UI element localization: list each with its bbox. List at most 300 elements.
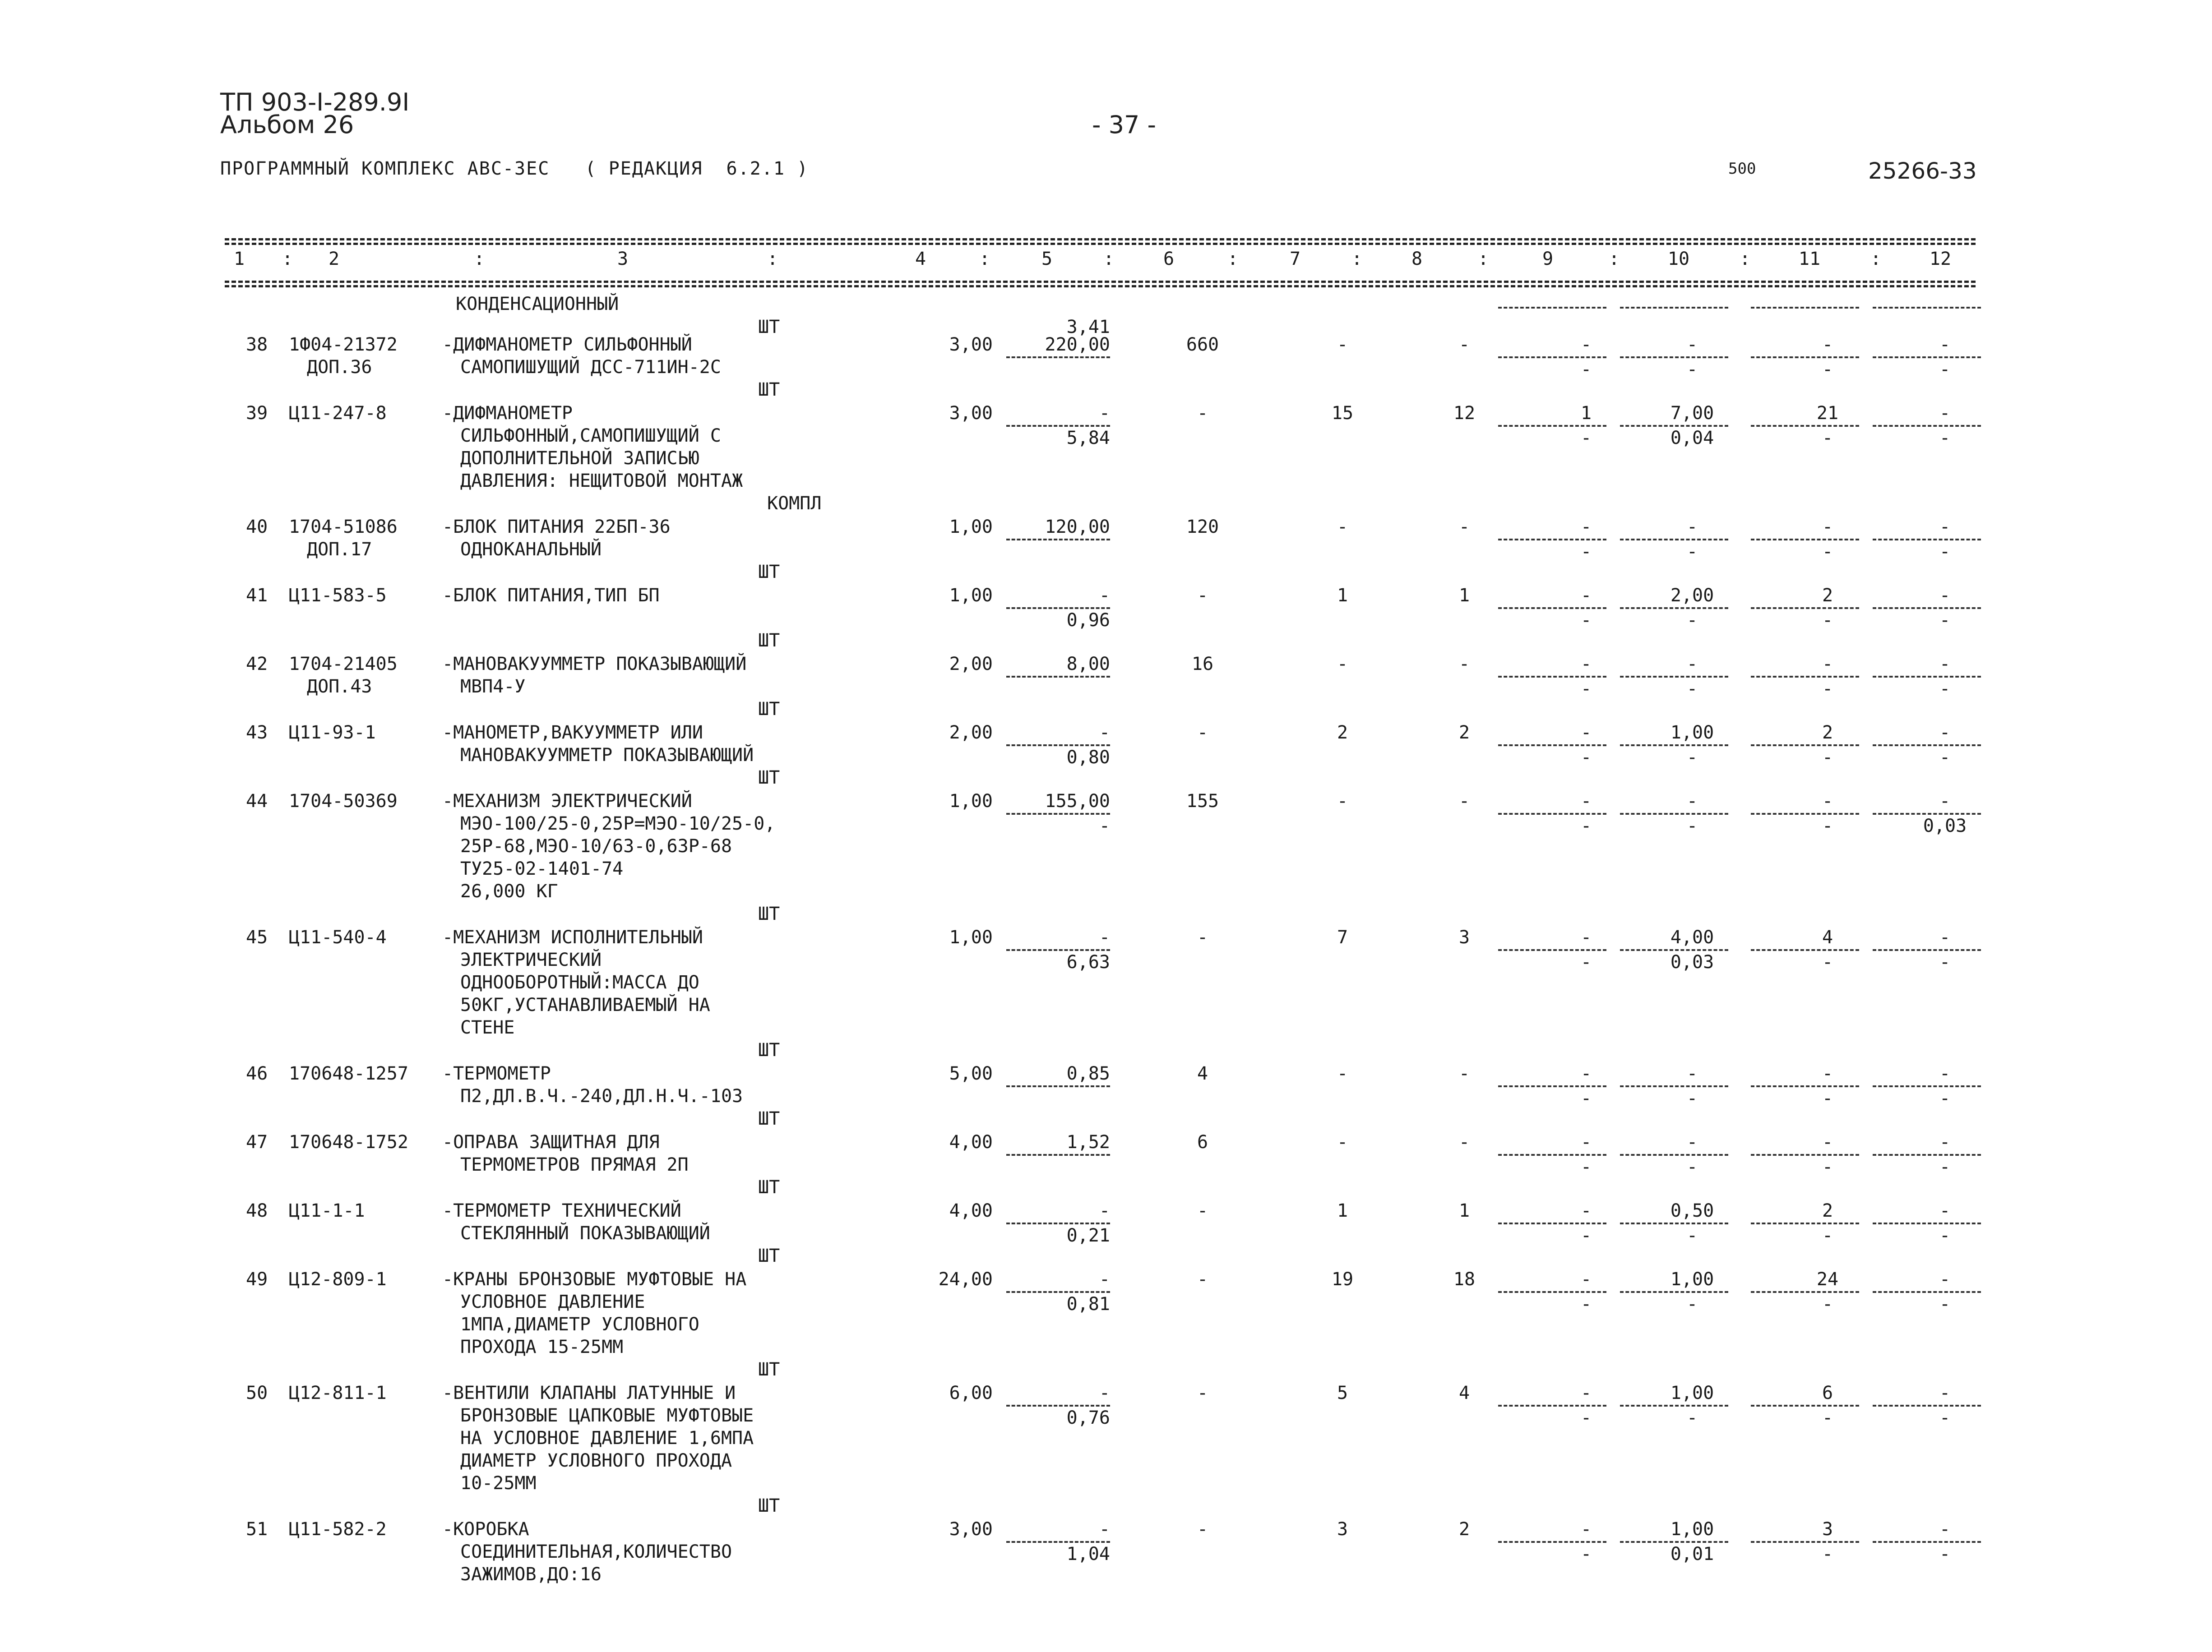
columns-9-12-rule xyxy=(1873,1541,1981,1543)
page-number: - 37 - xyxy=(1092,111,1157,139)
row-code: Ц12-809-1 xyxy=(289,1269,387,1290)
col10-sub-value: - xyxy=(1686,541,1698,562)
col12-value: - xyxy=(1939,1132,1951,1153)
col10-value: - xyxy=(1686,334,1698,355)
col12-sub-value: - xyxy=(1939,1407,1951,1428)
col12-value: - xyxy=(1939,791,1951,812)
column-separator: : xyxy=(1351,249,1363,269)
row-name-line: ТЕРМОМЕТРОВ ПРЯМАЯ 2П xyxy=(460,1154,689,1175)
col4-value: 4,00 xyxy=(949,1132,993,1153)
col5-rule xyxy=(1006,949,1110,951)
row-unit: ШТ xyxy=(758,1359,780,1380)
row-name-line: -ТЕРМОМЕТР xyxy=(442,1063,551,1084)
columns-9-12-rule xyxy=(1873,1223,1981,1224)
columns-9-12-rule xyxy=(1620,607,1728,609)
columns-9-12-rule xyxy=(1751,1154,1859,1156)
col7-value: 3 xyxy=(1337,1519,1348,1540)
col12-sub-value: - xyxy=(1939,610,1951,631)
col11-sub-value: - xyxy=(1822,1088,1833,1109)
col6-value: - xyxy=(1197,927,1208,948)
row-name-line: 25Р-68,МЭО-10/63-0,63Р-68 xyxy=(460,836,732,857)
col5-value: - xyxy=(1099,403,1110,424)
row-code-extra: ДОП.43 xyxy=(307,676,372,697)
col4-value: 3,00 xyxy=(949,403,993,424)
col11-sub-value: - xyxy=(1822,952,1833,973)
row-name-line: -МАНОМЕТР,ВАКУУММЕТР ИЛИ xyxy=(442,722,703,743)
columns-9-12-rule xyxy=(1620,676,1728,678)
col10-sub-value: - xyxy=(1686,359,1698,380)
col6-value: - xyxy=(1197,1383,1208,1403)
row-code: Ц11-582-2 xyxy=(289,1519,387,1540)
col5-value: - xyxy=(1099,722,1110,743)
row-name-line: ОДНОКАНАЛЬНЫЙ xyxy=(460,539,602,560)
row-code: 170648-1752 xyxy=(289,1132,408,1153)
col6-value: 155 xyxy=(1186,791,1219,812)
col11-value: 24 xyxy=(1816,1269,1839,1290)
col10-sub-value: - xyxy=(1686,1407,1698,1428)
col12-value: - xyxy=(1939,517,1951,537)
columns-9-12-rule xyxy=(1620,356,1728,358)
col12-value: - xyxy=(1939,722,1951,743)
columns-9-12-rule xyxy=(1751,356,1859,358)
col10-sub-value: - xyxy=(1686,1157,1698,1177)
column-header-7: 7 xyxy=(1289,249,1301,269)
col8-value: 2 xyxy=(1458,1519,1470,1540)
col9-sub-value: - xyxy=(1580,816,1592,836)
row-name-line: 26,000 КГ xyxy=(460,881,558,902)
col9-sub-value: - xyxy=(1580,428,1592,448)
row-name-line: -ТЕРМОМЕТР ТЕХНИЧЕСКИЙ xyxy=(442,1200,681,1221)
column-header-1: 1 xyxy=(233,249,245,269)
col11-sub-value: - xyxy=(1822,1544,1833,1564)
row-name-line: ДАВЛЕНИЯ: НЕЩИТОВОЙ МОНТАЖ xyxy=(460,471,743,491)
col7-value: 7 xyxy=(1337,927,1348,948)
row-name-line: -МЕХАНИЗМ ИСПОЛНИТЕЛЬНЫЙ xyxy=(442,927,703,948)
col5-sub-value: 5,84 xyxy=(1066,428,1110,448)
row-name-line: КОМПЛ xyxy=(767,493,822,514)
col11-value: 2 xyxy=(1822,585,1833,606)
column-separator: : xyxy=(1870,249,1882,269)
col6-value: - xyxy=(1197,1200,1208,1221)
col4-value: 24,00 xyxy=(938,1269,993,1290)
col7-value: 5 xyxy=(1337,1383,1348,1403)
col9-sub-value: - xyxy=(1580,952,1592,973)
col7-value: - xyxy=(1337,791,1348,812)
col12-value: - xyxy=(1939,654,1951,674)
row-code: Ц11-540-4 xyxy=(289,927,387,948)
col6-value: 4 xyxy=(1197,1063,1208,1084)
col9-value: - xyxy=(1580,1132,1592,1153)
col11-value: - xyxy=(1822,1132,1833,1153)
col9-sub-value: - xyxy=(1580,1294,1592,1315)
columns-9-12-rule xyxy=(1620,1291,1728,1293)
col5-value: 220,00 xyxy=(1045,334,1110,355)
col12-sub-value: 0,03 xyxy=(1923,816,1967,836)
col7-value: - xyxy=(1337,1063,1348,1084)
col10-value: 1,00 xyxy=(1670,722,1714,743)
continuation-rule xyxy=(1620,307,1728,309)
col7-value: 1 xyxy=(1337,1200,1348,1221)
row-number: 41 xyxy=(246,585,268,606)
row-unit: ШТ xyxy=(758,1177,780,1198)
row-unit: ШТ xyxy=(758,1495,780,1516)
col5-rule xyxy=(1006,1085,1110,1087)
col5-rule xyxy=(1006,676,1110,678)
col11-sub-value: - xyxy=(1822,747,1833,768)
column-header-4: 4 xyxy=(915,249,926,269)
columns-9-12-rule xyxy=(1498,1291,1606,1293)
column-header-3: 3 xyxy=(617,249,629,269)
row-name-line: НА УСЛОВНОЕ ДАВЛЕНИЕ 1,6МПА xyxy=(460,1428,754,1449)
row-code: 170648-1257 xyxy=(289,1063,408,1084)
col5-value: - xyxy=(1099,1200,1110,1221)
columns-9-12-rule xyxy=(1751,744,1859,746)
row-number: 50 xyxy=(246,1383,268,1403)
row-number: 48 xyxy=(246,1200,268,1221)
col12-sub-value: - xyxy=(1939,678,1951,699)
columns-9-12-rule xyxy=(1498,539,1606,540)
col12-value: - xyxy=(1939,334,1951,355)
columns-9-12-rule xyxy=(1873,1154,1981,1156)
row-unit: ШТ xyxy=(758,1108,780,1129)
col5-value: 120,00 xyxy=(1045,517,1110,537)
col6-value: - xyxy=(1197,403,1208,424)
row-name-line: -ДИФМАНОМЕТР СИЛЬФОННЫЙ xyxy=(442,334,692,355)
columns-9-12-rule xyxy=(1498,1223,1606,1224)
columns-9-12-rule xyxy=(1873,744,1981,746)
col12-value: - xyxy=(1939,403,1951,424)
col11-value: 6 xyxy=(1822,1383,1833,1403)
row-name-line: ОДНООБОРОТНЫЙ:МАССА ДО xyxy=(460,972,699,993)
row-number: 42 xyxy=(246,654,268,674)
col12-sub-value: - xyxy=(1939,1294,1951,1315)
col8-value: 1 xyxy=(1458,585,1470,606)
column-separator: : xyxy=(979,249,990,269)
columns-9-12-rule xyxy=(1751,1223,1859,1224)
col12-sub-value: - xyxy=(1939,1225,1951,1246)
col9-value: - xyxy=(1580,1269,1592,1290)
row-name-line: -КРАНЫ БРОНЗОВЫЕ МУФТОВЫЕ НА xyxy=(442,1269,747,1290)
continuation-name: КОНДЕНСАЦИОННЫЙ xyxy=(456,294,619,314)
continuation-rule xyxy=(1751,307,1859,309)
columns-9-12-rule xyxy=(1620,539,1728,540)
col11-value: 4 xyxy=(1822,927,1833,948)
columns-9-12-rule xyxy=(1873,539,1981,540)
columns-9-12-rule xyxy=(1751,813,1859,815)
col9-sub-value: - xyxy=(1580,747,1592,768)
row-number: 39 xyxy=(246,403,268,424)
col6-value: - xyxy=(1197,585,1208,606)
code-right-small: 500 xyxy=(1728,160,1756,178)
col5-rule xyxy=(1006,1291,1110,1293)
column-header-8: 8 xyxy=(1411,249,1423,269)
col9-sub-value: - xyxy=(1580,678,1592,699)
row-name-line: САМОПИШУЩИЙ ДСС-711ИН-2С xyxy=(460,357,721,378)
column-separator: : xyxy=(1609,249,1620,269)
col4-value: 1,00 xyxy=(949,585,993,606)
columns-9-12-rule xyxy=(1498,744,1606,746)
col12-sub-value: - xyxy=(1939,952,1951,973)
col12-sub-value: - xyxy=(1939,541,1951,562)
row-number: 51 xyxy=(246,1519,268,1540)
col10-value: - xyxy=(1686,654,1698,674)
col9-value: - xyxy=(1580,517,1592,537)
col4-value: 2,00 xyxy=(949,654,993,674)
col11-value: 2 xyxy=(1822,722,1833,743)
row-number: 46 xyxy=(246,1063,268,1084)
table-header-bottom-rule-2 xyxy=(225,285,1976,287)
col12-sub-value: - xyxy=(1939,428,1951,448)
columns-9-12-rule xyxy=(1751,1405,1859,1407)
col5-value: - xyxy=(1099,1519,1110,1540)
col11-sub-value: - xyxy=(1822,1407,1833,1428)
row-unit: ШТ xyxy=(758,1246,780,1266)
row-name-line: СИЛЬФОННЫЙ,САМОПИШУЩИЙ С xyxy=(460,425,721,446)
col11-sub-value: - xyxy=(1822,610,1833,631)
columns-9-12-rule xyxy=(1873,607,1981,609)
row-name-line: 10-25ММ xyxy=(460,1473,537,1494)
columns-9-12-rule xyxy=(1498,425,1606,427)
col9-value: - xyxy=(1580,1383,1592,1403)
col10-value: - xyxy=(1686,791,1698,812)
col9-value: - xyxy=(1580,334,1592,355)
row-name-line: ТУ25-02-1401-74 xyxy=(460,858,624,879)
col5-sub-value: 0,21 xyxy=(1066,1225,1110,1246)
row-unit: ШТ xyxy=(758,379,780,400)
column-separator: : xyxy=(474,249,485,269)
col6-value: 660 xyxy=(1186,334,1219,355)
columns-9-12-rule xyxy=(1751,607,1859,609)
col9-value: - xyxy=(1580,1200,1592,1221)
col6-value: 120 xyxy=(1186,517,1219,537)
columns-9-12-rule xyxy=(1498,949,1606,951)
col5-value: 155,00 xyxy=(1045,791,1110,812)
col11-value: 21 xyxy=(1816,403,1839,424)
column-header-6: 6 xyxy=(1163,249,1175,269)
columns-9-12-rule xyxy=(1751,1291,1859,1293)
row-name-line: МЭО-100/25-0,25Р=МЭО-10/25-0, xyxy=(460,813,776,834)
row-name-line: -ВЕНТИЛИ КЛАПАНЫ ЛАТУННЫЕ И xyxy=(442,1383,736,1403)
col10-value: - xyxy=(1686,517,1698,537)
col12-value: - xyxy=(1939,585,1951,606)
row-number: 49 xyxy=(246,1269,268,1290)
col10-sub-value: - xyxy=(1686,610,1698,631)
columns-9-12-rule xyxy=(1751,539,1859,540)
row-name-line: ЭЛЕКТРИЧЕСКИЙ xyxy=(460,950,602,970)
col4-value: 3,00 xyxy=(949,334,993,355)
col6-value: - xyxy=(1197,1519,1208,1540)
col11-value: - xyxy=(1822,1063,1833,1084)
col8-value: 18 xyxy=(1453,1269,1476,1290)
col5-rule xyxy=(1006,744,1110,746)
row-code: Ц11-583-5 xyxy=(289,585,387,606)
row-name-line: -КОРОБКА xyxy=(442,1519,529,1540)
col12-sub-value: - xyxy=(1939,1544,1951,1564)
column-header-11: 11 xyxy=(1798,249,1821,269)
col4-value: 1,00 xyxy=(949,791,993,812)
col5-value: - xyxy=(1099,1269,1110,1290)
column-separator: : xyxy=(1227,249,1239,269)
col5-sub-value: 6,63 xyxy=(1066,952,1110,973)
col9-sub-value: - xyxy=(1580,610,1592,631)
col11-sub-value: - xyxy=(1822,428,1833,448)
row-name-line: МАНОВАКУУММЕТР ПОКАЗЫВАЮЩИЙ xyxy=(460,745,754,766)
col11-sub-value: - xyxy=(1822,816,1833,836)
col10-value: 0,50 xyxy=(1670,1200,1714,1221)
col5-rule xyxy=(1006,1541,1110,1543)
col7-value: - xyxy=(1337,654,1348,674)
col10-value: 1,00 xyxy=(1670,1269,1714,1290)
col10-value: 1,00 xyxy=(1670,1519,1714,1540)
col5-value: - xyxy=(1099,585,1110,606)
row-code: 1704-21405 xyxy=(289,654,398,674)
columns-9-12-rule xyxy=(1873,1405,1981,1407)
col10-value: - xyxy=(1686,1063,1698,1084)
col5-rule xyxy=(1006,607,1110,609)
col9-sub-value: - xyxy=(1580,541,1592,562)
col7-value: - xyxy=(1337,517,1348,537)
doc-code: ТП 903-I-289.9I xyxy=(220,88,410,116)
row-name-line: -БЛОК ПИТАНИЯ 22БП-36 xyxy=(442,517,671,537)
col11-sub-value: - xyxy=(1822,541,1833,562)
col9-sub-value: - xyxy=(1580,1544,1592,1564)
col5-sub-value: - xyxy=(1099,816,1110,836)
col5-value: - xyxy=(1099,1383,1110,1403)
col4-value: 1,00 xyxy=(949,927,993,948)
row-unit: ШТ xyxy=(758,1040,780,1061)
columns-9-12-rule xyxy=(1620,1541,1728,1543)
row-code-extra: ДОП.36 xyxy=(307,357,372,378)
col11-sub-value: - xyxy=(1822,359,1833,380)
columns-9-12-rule xyxy=(1873,813,1981,815)
columns-9-12-rule xyxy=(1751,949,1859,951)
columns-9-12-rule xyxy=(1498,1405,1606,1407)
col7-value: - xyxy=(1337,334,1348,355)
row-unit: ШТ xyxy=(758,562,780,582)
col10-sub-value: 0,04 xyxy=(1670,428,1714,448)
columns-9-12-rule xyxy=(1620,1223,1728,1224)
continuation-rule xyxy=(1498,307,1606,309)
col5-sub-value: 0,76 xyxy=(1066,1407,1110,1428)
row-name-line: МВП4-У xyxy=(460,676,526,697)
columns-9-12-rule xyxy=(1498,813,1606,815)
col4-value: 5,00 xyxy=(949,1063,993,1084)
column-header-12: 12 xyxy=(1929,249,1952,269)
col10-sub-value: 0,01 xyxy=(1670,1544,1714,1564)
col11-value: - xyxy=(1822,791,1833,812)
col7-value: 15 xyxy=(1331,403,1354,424)
column-header-10: 10 xyxy=(1667,249,1690,269)
col10-value: 4,00 xyxy=(1670,927,1714,948)
row-code: 1Ф04-21372 xyxy=(289,334,398,355)
album-label: Альбом 26 xyxy=(220,111,354,139)
row-code: 1704-51086 xyxy=(289,517,398,537)
columns-9-12-rule xyxy=(1751,1541,1859,1543)
columns-9-12-rule xyxy=(1620,1154,1728,1156)
col4-value: 6,00 xyxy=(949,1383,993,1403)
row-name-line: СОЕДИНИТЕЛЬНАЯ,КОЛИЧЕСТВО xyxy=(460,1541,732,1562)
columns-9-12-rule xyxy=(1751,1085,1859,1087)
column-header-5: 5 xyxy=(1041,249,1053,269)
col10-sub-value: - xyxy=(1686,678,1698,699)
col9-value: - xyxy=(1580,1063,1592,1084)
row-code-extra: ДОП.17 xyxy=(307,539,372,560)
row-name-line: ДИАМЕТР УСЛОВНОГО ПРОХОДА xyxy=(460,1450,732,1471)
program-line: ПРОГРАММНЫЙ КОМПЛЕКС АВС-3ЕС ( РЕДАКЦИЯ 6.2.1 ) xyxy=(220,158,809,179)
col12-sub-value: - xyxy=(1939,1157,1951,1177)
row-name-line: -МАНОВАКУУММЕТР ПОКАЗЫВАЮЩИЙ xyxy=(442,654,747,674)
row-number: 47 xyxy=(246,1132,268,1153)
doc-number: 25266-33 xyxy=(1868,158,1977,184)
col8-value: 1 xyxy=(1458,1200,1470,1221)
column-separator: : xyxy=(1478,249,1489,269)
row-number: 45 xyxy=(246,927,268,948)
col8-value: - xyxy=(1458,517,1470,537)
col9-value: - xyxy=(1580,654,1592,674)
column-separator: : xyxy=(282,249,293,269)
col8-value: 12 xyxy=(1453,403,1476,424)
col7-value: 1 xyxy=(1337,585,1348,606)
col5-sub-value: 0,96 xyxy=(1066,610,1110,631)
columns-9-12-rule xyxy=(1498,1085,1606,1087)
col10-sub-value: - xyxy=(1686,747,1698,768)
col6-value: - xyxy=(1197,722,1208,743)
col11-value: 3 xyxy=(1822,1519,1833,1540)
col5-value: 1,52 xyxy=(1066,1132,1110,1153)
col11-value: - xyxy=(1822,654,1833,674)
col6-value: 16 xyxy=(1191,654,1214,674)
col9-value: - xyxy=(1580,927,1592,948)
col12-value: - xyxy=(1939,1383,1951,1403)
row-name-line: -ДИФМАНОМЕТР xyxy=(442,403,573,424)
row-name-line: УСЛОВНОЕ ДАВЛЕНИЕ xyxy=(460,1292,645,1312)
col11-value: - xyxy=(1822,517,1833,537)
col10-sub-value: - xyxy=(1686,816,1698,836)
col11-sub-value: - xyxy=(1822,1294,1833,1315)
table-top-rule-2 xyxy=(225,243,1976,245)
col12-value: - xyxy=(1939,1269,1951,1290)
col11-value: - xyxy=(1822,334,1833,355)
row-code: Ц11-93-1 xyxy=(289,722,376,743)
col9-value: - xyxy=(1580,791,1592,812)
col11-sub-value: - xyxy=(1822,1157,1833,1177)
col8-value: - xyxy=(1458,654,1470,674)
col10-value: - xyxy=(1686,1132,1698,1153)
columns-9-12-rule xyxy=(1498,356,1606,358)
columns-9-12-rule xyxy=(1620,1085,1728,1087)
row-name-line: СТЕНЕ xyxy=(460,1017,515,1038)
col4-value: 1,00 xyxy=(949,517,993,537)
columns-9-12-rule xyxy=(1620,949,1728,951)
col6-value: - xyxy=(1197,1269,1208,1290)
row-number: 38 xyxy=(246,334,268,355)
col8-value: 3 xyxy=(1458,927,1470,948)
row-unit: ШТ xyxy=(758,904,780,924)
row-name-line: ПРОХОДА 15-25ММ xyxy=(460,1337,624,1357)
row-code: Ц11-1-1 xyxy=(289,1200,365,1221)
column-separator: : xyxy=(767,249,778,269)
col12-value: - xyxy=(1939,1063,1951,1084)
row-name-line: 50КГ,УСТАНАВЛИВАЕМЫЙ НА xyxy=(460,995,710,1015)
columns-9-12-rule xyxy=(1620,744,1728,746)
table-top-rule xyxy=(225,238,1976,240)
row-name-line: -БЛОК ПИТАНИЯ,ТИП БП xyxy=(442,585,660,606)
row-name-line: ЗАЖИМОВ,ДО:16 xyxy=(460,1564,602,1585)
columns-9-12-rule xyxy=(1873,1085,1981,1087)
col10-value: 1,00 xyxy=(1670,1383,1714,1403)
col5-rule xyxy=(1006,1154,1110,1156)
col5-rule xyxy=(1006,356,1110,358)
